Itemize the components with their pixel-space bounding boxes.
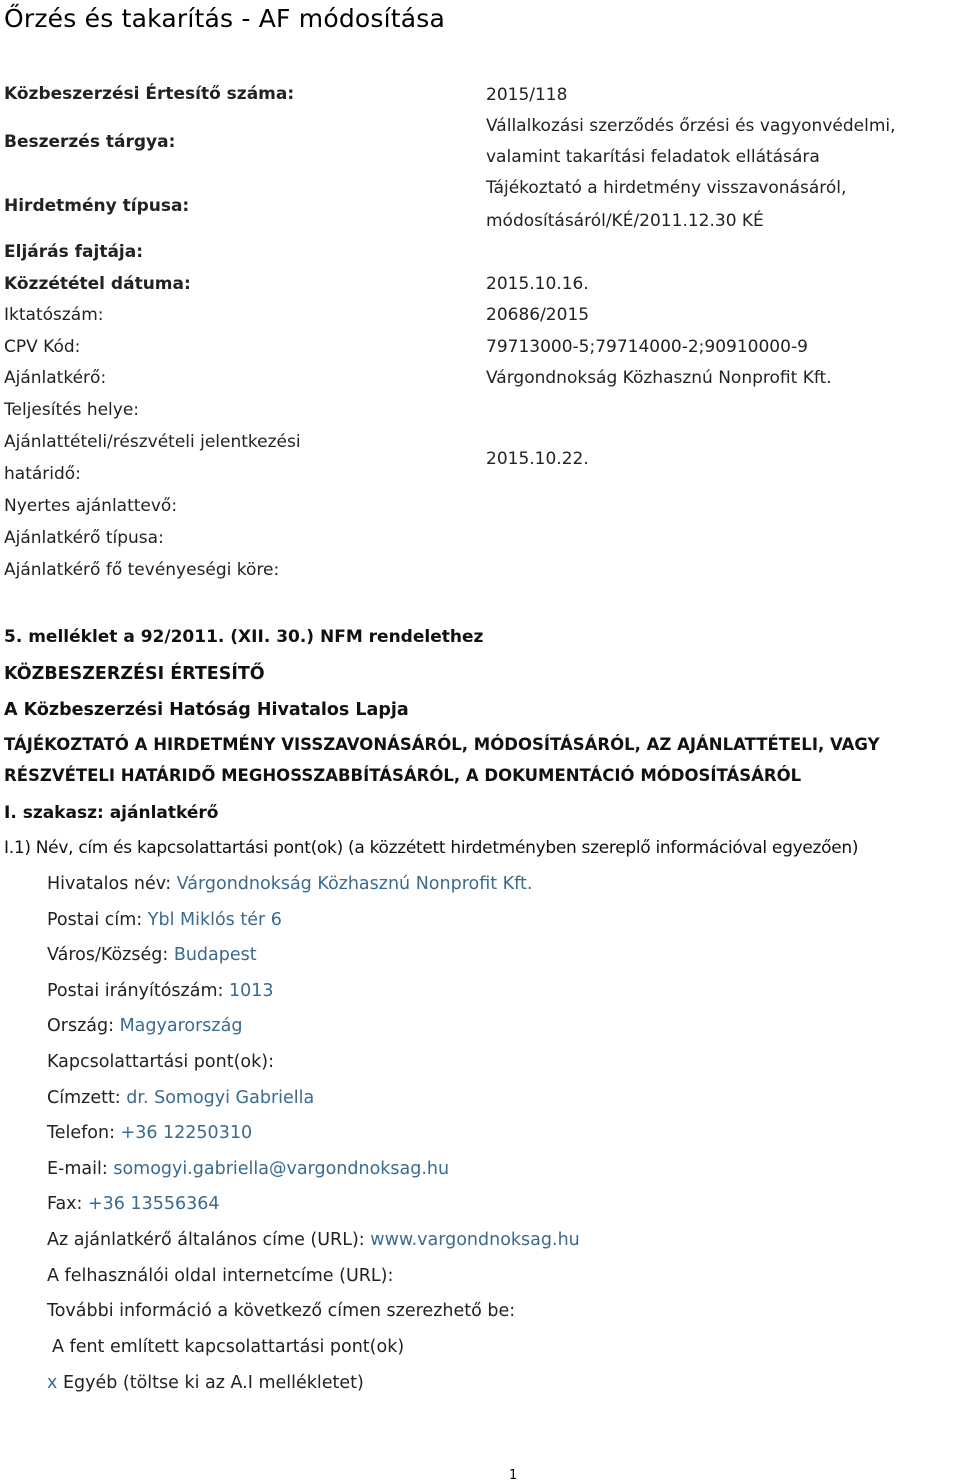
iktato-label: Iktatószám: xyxy=(4,305,104,325)
fax-label: Fax: xyxy=(47,1194,88,1214)
fax-value: +36 13556364 xyxy=(88,1194,220,1214)
country-value: Magyarország xyxy=(119,1016,243,1036)
kozzetetel-value: 2015.10.16. xyxy=(486,274,589,294)
targy-label: Beszerzés tárgya: xyxy=(4,132,176,152)
teljesites-label: Teljesítés helye: xyxy=(4,400,140,420)
page-number: 1 xyxy=(509,1468,518,1483)
phone-value: +36 12250310 xyxy=(120,1123,253,1143)
main-heading-line-1: TÁJÉKOZTATÓ A HIRDETMÉNY VISSZAVONÁSÁRÓL, MÓDOSÍTÁSÁRÓL, AZ AJÁNLATTÉTELI, VAGY xyxy=(4,735,880,754)
eljaras-label: Eljárás fajtája: xyxy=(4,242,144,262)
tipus-label: Hirdetmény típusa: xyxy=(4,196,190,216)
postal-address-row xyxy=(47,910,282,930)
ak-kore-label: Ajánlatkérő fő tevényeségi köre: xyxy=(4,560,280,580)
option-other-row xyxy=(47,1373,364,1393)
official-name-label: Hivatalos név: xyxy=(47,874,177,894)
ak-tipus-label: Ajánlatkérő típusa: xyxy=(4,528,164,548)
tipus-value-line-2: módosításáról/KÉ/2011.12.30 KÉ xyxy=(486,211,764,231)
url-label: Az ajánlatkérő általános címe (URL): xyxy=(47,1230,371,1250)
section-1-1-heading: I.1) Név, cím és kapcsolattartási pont(ok) (a közzétett hirdetményben szereplő információval egyezően) xyxy=(4,838,859,858)
ajanlatkero-value: Várgondnokság Közhasznú Nonprofit Kft. xyxy=(486,368,832,388)
contact-points-label: Kapcsolattartási pont(ok): xyxy=(47,1052,274,1072)
recipient-value: dr. Somogyi Gabriella xyxy=(126,1088,315,1108)
postal-address-value: Ybl Miklós tér 6 xyxy=(147,910,282,930)
hatarido-value: 2015.10.22. xyxy=(486,449,589,469)
ertesito-label: Közbeszerzési Értesítő száma: xyxy=(4,84,295,104)
zip-label: Postai irányítószám: xyxy=(47,981,229,1001)
hatarido-label-line-1: Ajánlattételi/részvételi jelentkezési xyxy=(4,432,301,452)
email-value[interactable]: somogyi.gabriella@vargondnoksag.hu xyxy=(113,1159,450,1179)
fax-row xyxy=(47,1194,220,1214)
email-label: E-mail: xyxy=(47,1159,114,1179)
more-info-label: További információ a következő címen szerezhető be: xyxy=(47,1301,516,1321)
country-label: Ország: xyxy=(47,1016,120,1036)
postal-address-label: Postai cím: xyxy=(47,910,148,930)
targy-value-line-2: valamint takarítási feladatok ellátására xyxy=(486,147,820,167)
city-label: Város/Község: xyxy=(47,945,174,965)
ertesito-value: 2015/118 xyxy=(486,85,568,105)
user-url-label: A felhasználói oldal internetcíme (URL): xyxy=(47,1266,394,1286)
option-other-label: Egyéb (töltse ki az A.I mellékletet) xyxy=(62,1373,364,1393)
city-value: Budapest xyxy=(173,945,257,965)
official-name-value: Várgondnokság Közhasznú Nonprofit Kft. xyxy=(176,874,533,894)
zip-row xyxy=(47,981,274,1001)
country-row xyxy=(47,1016,242,1036)
url-value[interactable]: www.vargondnoksag.hu xyxy=(370,1230,580,1250)
email-row xyxy=(47,1159,449,1179)
ertesito-heading: KÖZBESZERZÉSI ÉRTESÍTŐ xyxy=(4,664,265,684)
checked-mark-icon: x xyxy=(47,1373,58,1393)
tipus-value-line-1: Tájékoztató a hirdetmény visszavonásáról, xyxy=(486,178,847,198)
hatarido-label-line-2: határidő: xyxy=(4,464,81,484)
ajanlatkero-label: Ajánlatkérő: xyxy=(4,368,107,388)
page-title: Őrzés és takarítás - AF módosítása xyxy=(4,4,446,33)
phone-label: Telefon: xyxy=(47,1123,121,1143)
main-heading-line-2: RÉSZVÉTELI HATÁRIDŐ MEGHOSSZABBÍTÁSÁRÓL, A DOKUMENTÁCIÓ MÓDOSÍTÁSÁRÓL xyxy=(4,766,802,785)
recipient-row xyxy=(47,1088,314,1108)
url-row xyxy=(47,1230,580,1250)
section-1-heading: I. szakasz: ajánlatkérő xyxy=(4,803,219,823)
city-row xyxy=(47,945,257,965)
cpv-label: CPV Kód: xyxy=(4,337,81,357)
targy-value-line-1: Vállalkozási szerződés őrzési és vagyonvédelmi, xyxy=(486,116,896,136)
phone-row xyxy=(47,1123,252,1143)
lapja-heading: A Közbeszerzési Hatóság Hivatalos Lapja xyxy=(4,700,409,720)
iktato-value: 20686/2015 xyxy=(486,305,590,325)
official-name-row xyxy=(47,874,532,894)
melleklet-line: 5. melléklet a 92/2011. (XII. 30.) NFM rendelethez xyxy=(4,627,484,647)
nyertes-label: Nyertes ajánlattevő: xyxy=(4,496,178,516)
option-contact-points: A fent említett kapcsolattartási pont(ok) xyxy=(52,1337,405,1357)
kozzetetel-label: Közzététel dátuma: xyxy=(4,274,191,294)
zip-value: 1013 xyxy=(228,981,274,1001)
cpv-value: 79713000-5;79714000-2;90910000-9 xyxy=(486,337,808,357)
recipient-label: Címzett: xyxy=(47,1088,127,1108)
